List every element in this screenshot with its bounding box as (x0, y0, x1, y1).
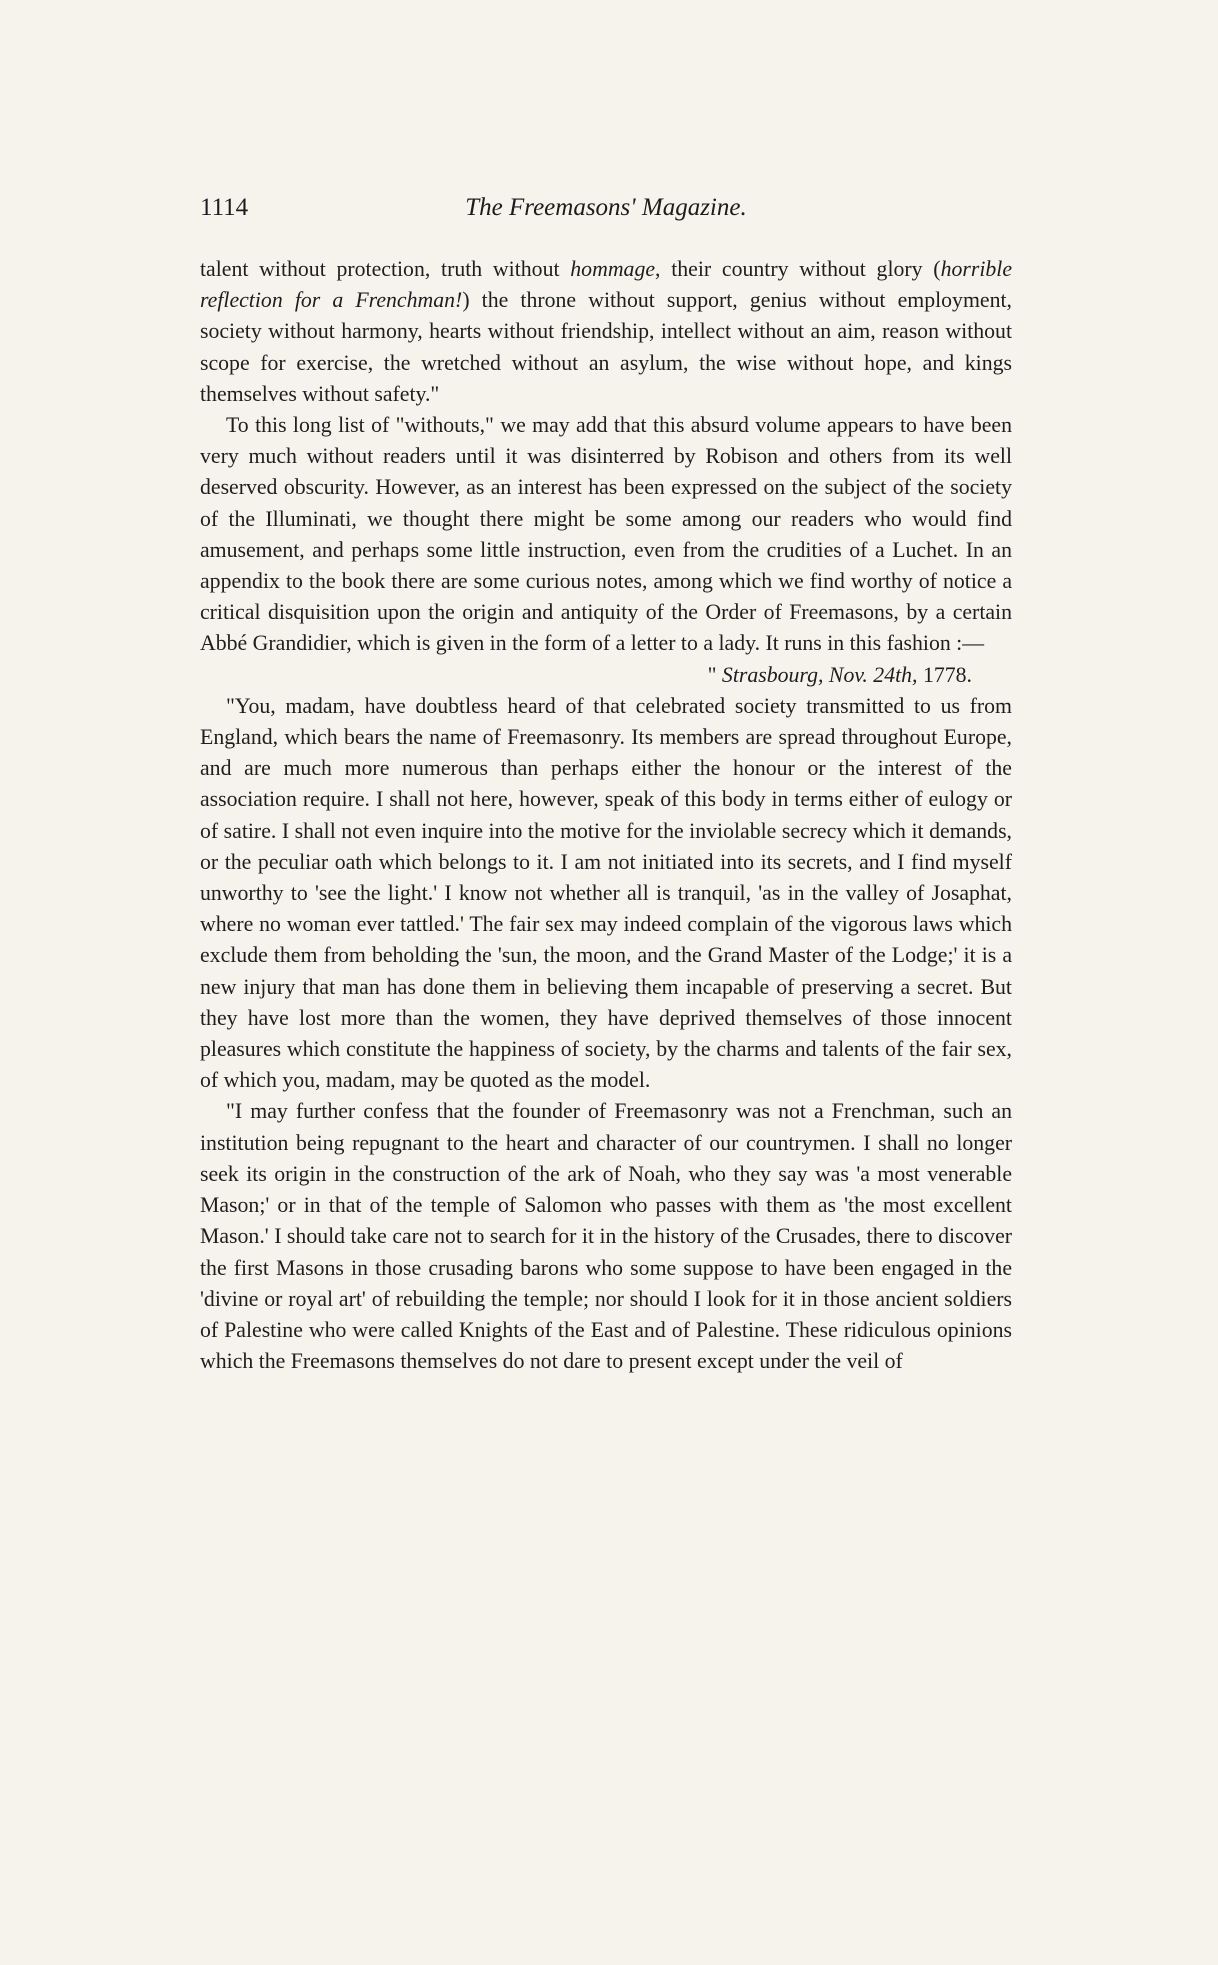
letter-dateline (200, 660, 1012, 691)
text-segment: , their country without glory ( (655, 257, 941, 281)
article-body (200, 254, 1012, 1377)
running-title: The Freemasons' Magazine. (465, 194, 747, 221)
italic-text-segment: horrible reflection for a Frenchman! (200, 257, 1013, 313)
italic-text-segment: Strasbourg, Nov. 24th, (721, 662, 918, 687)
page-header (200, 194, 1012, 234)
text-segment: talent without protection, truth without (200, 257, 571, 281)
paragraph-letter-opening (200, 691, 1012, 1097)
text-segment: 1778. (917, 662, 972, 687)
italic-text-segment: hommage (570, 257, 656, 281)
text-segment: To this long list of "withouts," we may add that this absurd volume appears to have been very much without readers until it was disinterred by Robison and others from its well deserved obscurity. However, as an interest has been expressed on the subject of the society of the Illuminati, we thought there might be some among our readers who would find amusement, and perhaps some little instruction, even from the crudities of a Luchet. In an appendix to the book there are some curious notes, among which we find worthy of notice a critical disquisition upon the origin and antiquity of the Order of Freemasons, by a certain Abbé Grandidier, which is given in the form of a letter to a lady. It runs in this fashion :— (200, 413, 1012, 656)
text-segment: " (707, 662, 722, 687)
paragraph-withouts (200, 410, 1012, 660)
page-number: 1114 (200, 194, 249, 221)
text-segment: "You, madam, have doubtless heard of that celebrated society transmitted to us from England, which bears the name of Freemasonry. Its members are spread throughout Europe, and are much more numerous than perhaps either the honour or the interest of the association require. I shall not here, however, speak of this body in terms either of eulogy or of satire. I shall not even inquire into the motive for the inviolable secrecy which it demands, or the peculiar oath which belongs to it. I am not initiated into its secrets, and I find myself unworthy to 'see the light.' I know not whether all is tranquil, 'as in the valley of Josaphat, where no woman ever tattled.' The fair sex may indeed complain of the vigorous laws which exclude them from beholding the 'sun, the moon, and the Grand Master of the Lodge;' it is a new injury that man has done them in believing them incapable of preserving a secret. But they have lost more than the women, they have deprived themselves of those innocent pleasures which constitute the happiness of society, by the charms and talents of the fair sex, of which you, madam, may be quoted as the model. (200, 693, 1012, 1093)
paragraph-continuation (200, 254, 1012, 410)
paragraph-letter-origin (200, 1096, 1012, 1377)
text-segment: "I may further confess that the founder of Freemasonry was not a Frenchman, such an institution being repugnant to the heart and character of our countrymen. I shall no longer seek its origin in the construction of the ark of Noah, who they say was 'a most venerable Mason;' or in that of the temple of Salomon who passes with them as 'the most excellent Mason.' I should take care not to search for it in the history of the Crusades, there to discover the first Masons in those crusading barons who some suppose to have been engaged in the 'divine or royal art' of rebuilding the temple; nor should I look for it in those ancient soldiers of Palestine who were called Knights of the East and of Palestine. These ridiculous opinions which the Freemasons themselves do not dare to present except under the veil of (200, 1099, 1012, 1374)
text-segment: ) the throne without support, genius without employment, society without harmony, hearts without friendship, intellect without an aim, reason without scope for exercise, the wretched without an asylum, the wise without hope, and kings themselves without safety." (200, 288, 1012, 406)
